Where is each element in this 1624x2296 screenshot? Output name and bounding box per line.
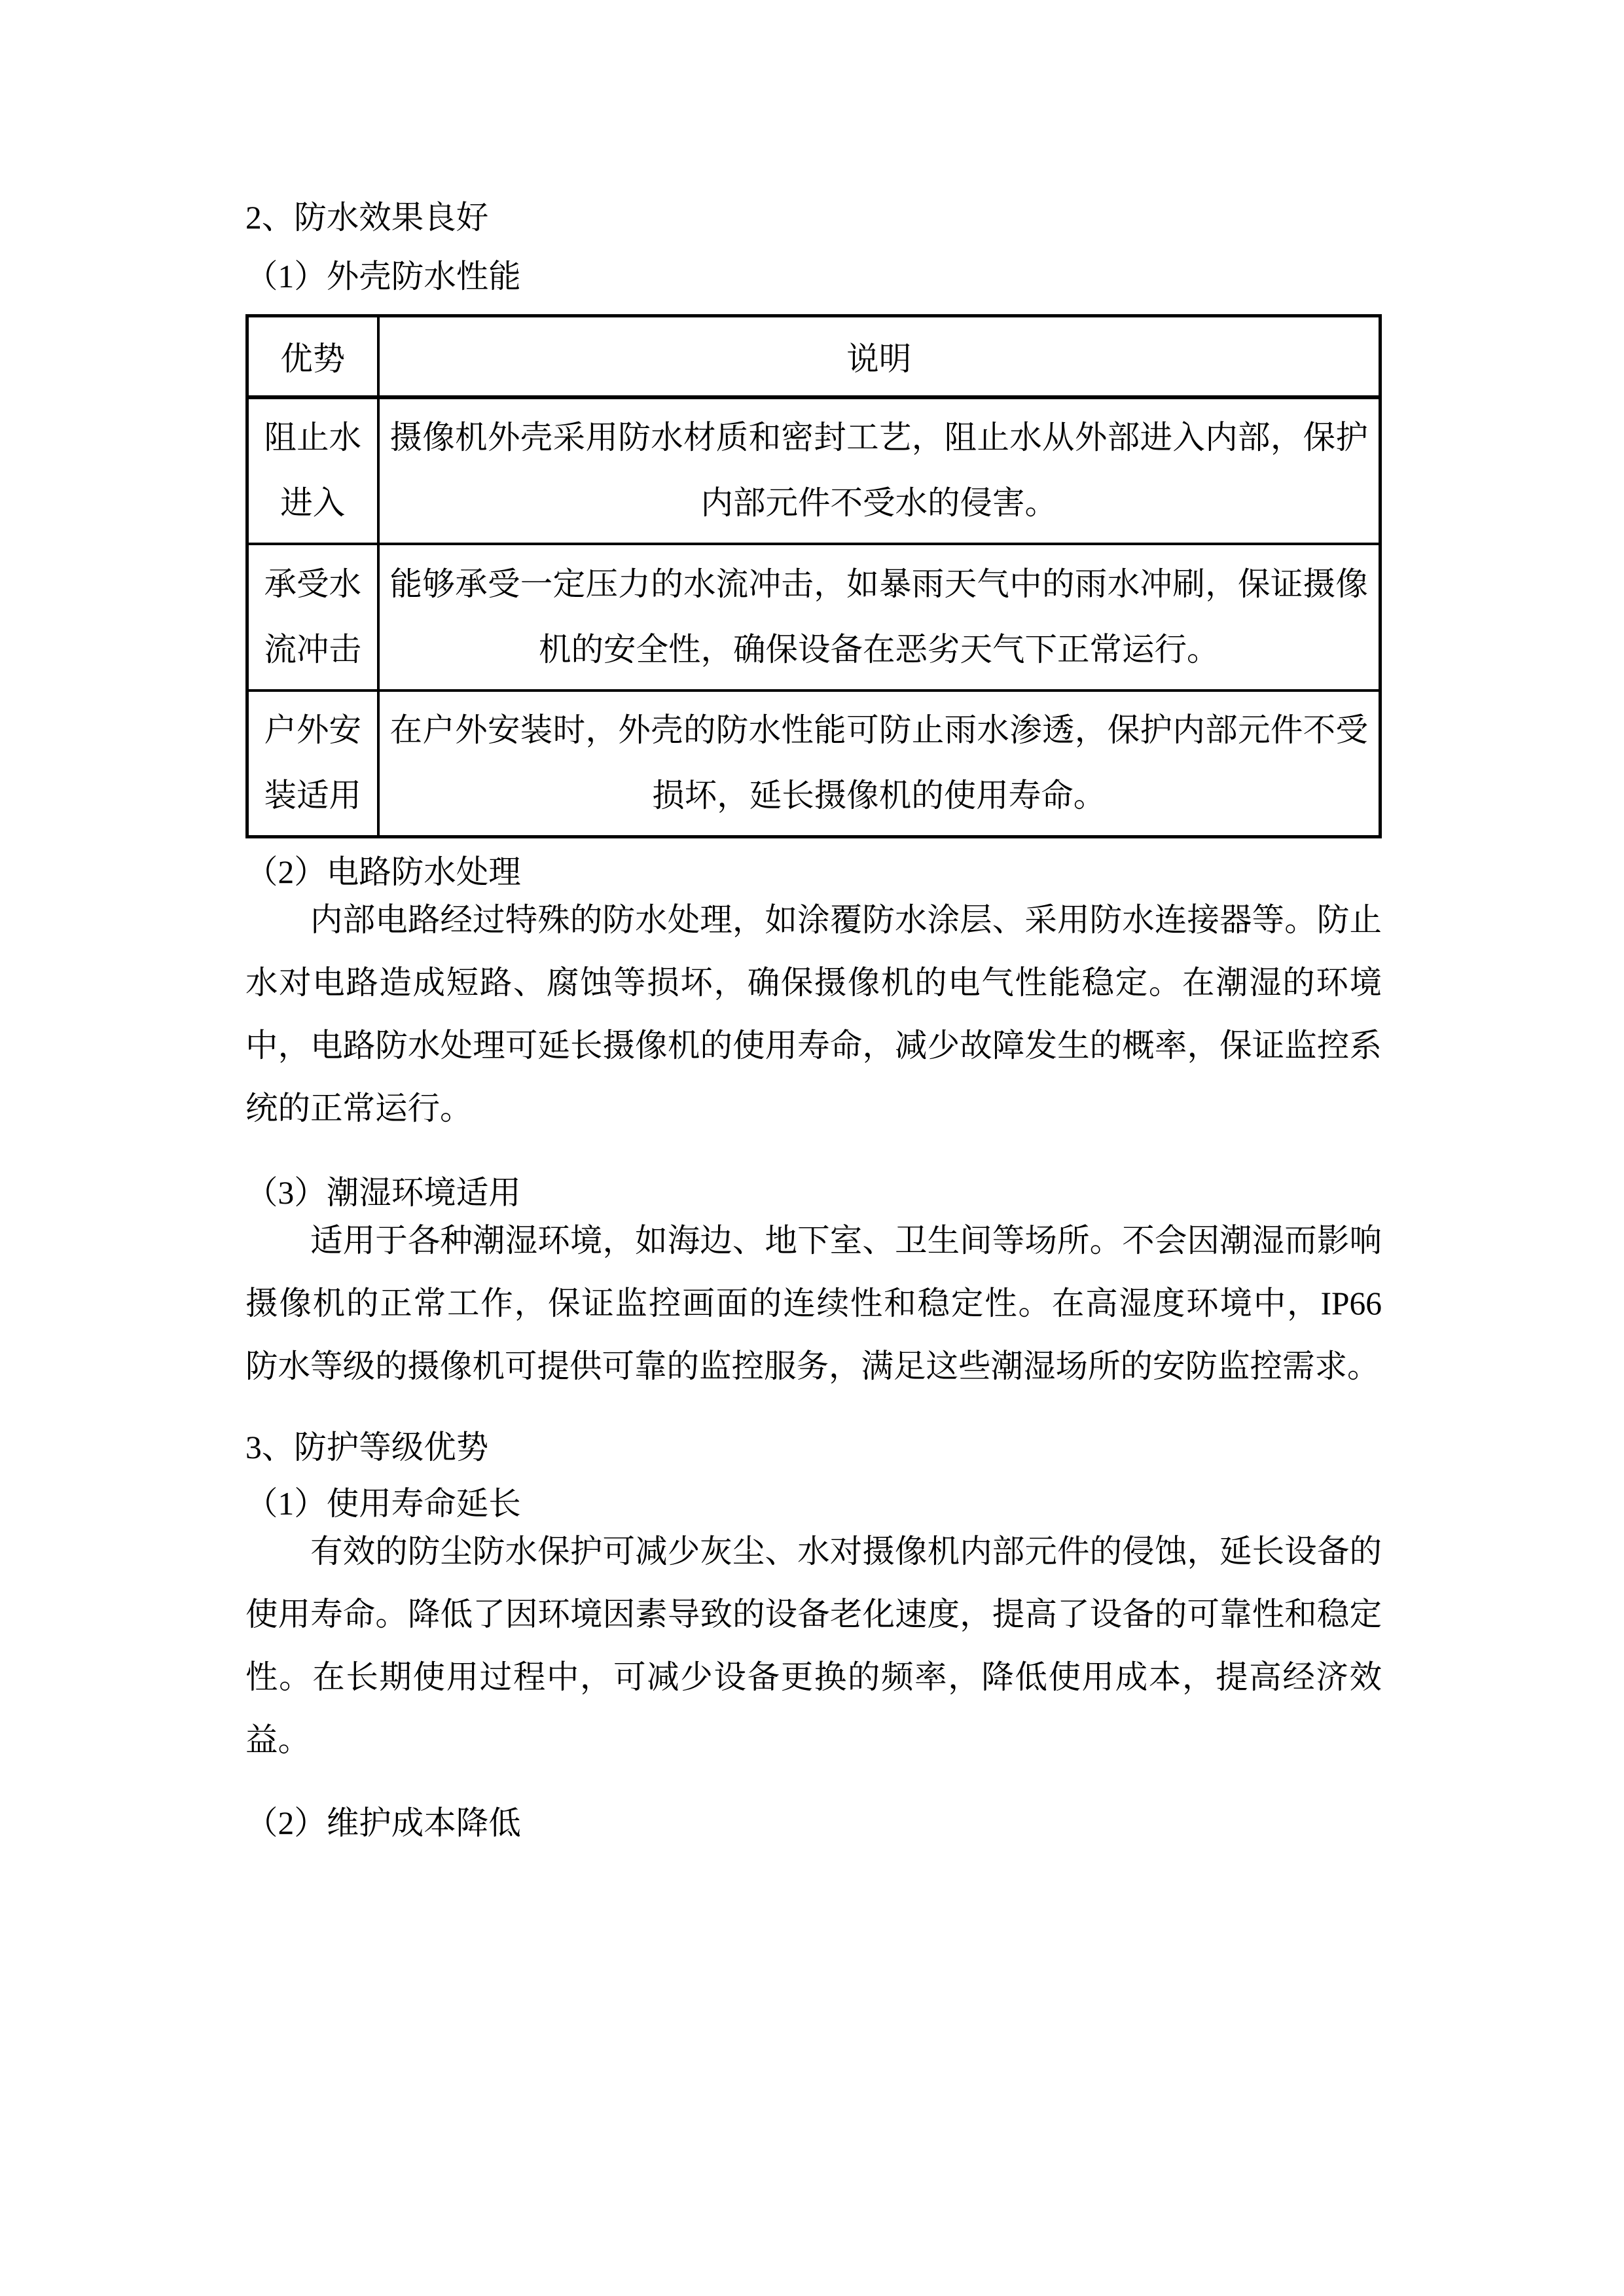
advantage-cell: 阻止水进入 (247, 397, 378, 544)
subheading-maintenance-cost: （2）维护成本降低 (245, 1805, 521, 1841)
subheading-humid-environment: （3）潮湿环境适用 (245, 1175, 521, 1211)
table-header-description: 说明 (378, 316, 1380, 397)
heading-protection-level: 3、防护等级优势 (245, 1429, 489, 1465)
paragraph-humid-environment: 适用于各种潮湿环境，如海边、地下室、卫生间等场所。不会因潮湿而影响摄像机的正常工作，保证监控画面的连续性和稳定性。在高湿度环境中，IP66 防水等级的摄像机可提供可靠的监控服务，满足这些潮湿场所的安防监控需求。 (245, 1223, 1382, 1384)
paragraph-lifespan-extension: 有效的防尘防水保护可减少灰尘、水对摄像机内部元件的侵蚀，延长设备的使用寿命。降低了因环境因素导致的设备老化速度，提高了设备的可靠性和稳定性。在长期使用过程中，可减少设备更换的频率，降低使用成本，提高经济效益。 (245, 1534, 1382, 1758)
description-cell: 摄像机外壳采用防水材质和密封工艺，阻止水从外部进入内部，保护内部元件不受水的侵害。 (378, 397, 1380, 544)
advantage-cell: 承受水流冲击 (247, 544, 378, 691)
table-header-advantage: 优势 (247, 316, 378, 397)
subheading-lifespan-extension: （1）使用寿命延长 (245, 1486, 521, 1522)
paragraph-circuit-waterproof: 内部电路经过特殊的防水处理，如涂覆防水涂层、采用防水连接器等。防止水对电路造成短路、腐蚀等损坏，确保摄像机的电气性能稳定。在潮湿的环境中，电路防水处理可延长摄像机的使用寿命，减少故障发生的概率，保证监控系统的正常运行。 (245, 902, 1382, 1126)
table-row (247, 397, 1380, 544)
table-header-row (247, 316, 1380, 397)
subheading-shell-waterproof: （1）外壳防水性能 (245, 259, 521, 295)
heading-waterproof-effect: 2、防水效果良好 (245, 200, 489, 236)
subheading-circuit-waterproof: （2）电路防水处理 (245, 854, 521, 890)
table-row (247, 544, 1380, 691)
advantage-cell: 户外安装适用 (247, 691, 378, 837)
table-row (247, 691, 1380, 837)
description-cell: 在户外安装时，外壳的防水性能可防止雨水渗透，保护内部元件不受损坏，延长摄像机的使用寿命。 (378, 691, 1380, 837)
description-cell: 能够承受一定压力的水流冲击，如暴雨天气中的雨水冲刷，保证摄像机的安全性，确保设备在恶劣天气下正常运行。 (378, 544, 1380, 691)
advantages-table (245, 314, 1382, 838)
